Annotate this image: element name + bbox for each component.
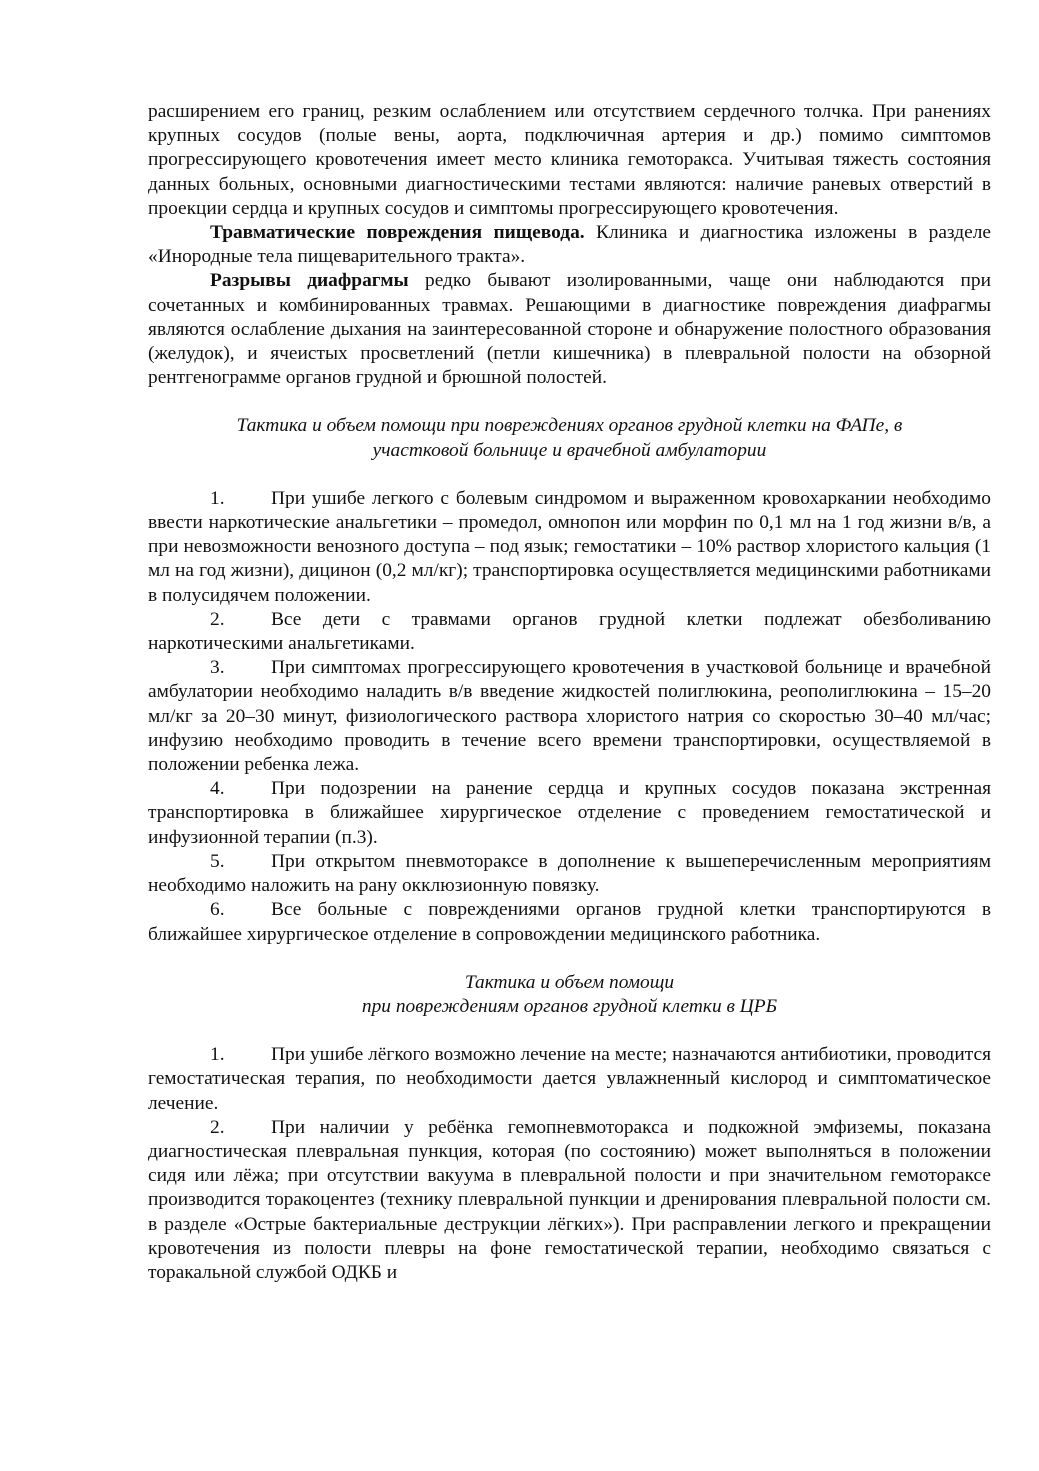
section1-list bbox=[148, 487, 991, 947]
list-item-text: При подозрении на ранение сердца и крупных сосудов показана экстренная транспортировка в ближайшее хирургическое отделение с проведением гемостатической и инфузионной терапии (п.3). bbox=[148, 778, 991, 848]
section2-heading bbox=[148, 971, 991, 1019]
esophagus-term: Травматические повреждения пищевода. bbox=[210, 222, 585, 244]
list-item-number: 1. bbox=[210, 1044, 225, 1066]
diaphragm-text: редко бывают изолированными, чаще они наблюдаются при сочетанных и комбинированных травмах. Решающими в диагностике повреждения диафрагмы являются ослабление дыхания на заинтересованной стороне и обнаружение полостного образования (желудок), и ячеистых просветлений (петли кишечника) в плевральной полости на обзорной рентгенограмме органов грудной и брюшной полостей. bbox=[148, 270, 991, 389]
section2-list bbox=[148, 1043, 991, 1285]
list-item-number: 1. bbox=[210, 487, 225, 509]
list-item-text: При ушибе легкого с болевым синдромом и выраженном кровохаркании необходимо ввести наркотические анальгетики – промедол, омнопон или морфин по 0,1 мл на 1 год жизни в/в, а при невозможности венозного доступа – под язык; гемостатики – 10% раствор хлористого кальция (1 мл на год жизни), дицинон (0,2 мл/кг); транспортировка осуществляется медицинскими работниками в полусидячем положении. bbox=[148, 487, 991, 606]
list-item-number: 2. bbox=[210, 608, 225, 630]
list-item-number: 3. bbox=[210, 657, 225, 679]
list-item bbox=[148, 777, 991, 850]
list-item bbox=[148, 656, 991, 777]
list-item-text: При ушибе лёгкого возможно лечение на месте; назначаются антибиотики, проводится гемостатическая терапия, по необходимости дается увлажненный кислород и симптоматическое лечение. bbox=[148, 1044, 991, 1114]
list-item-text: При симптомах прогрессирующего кровотечения в участковой больнице и врачебной амбулатории необходимо наладить в/в введение жидкостей полиглюкина, реополиглюкина – 15–20 мл/кг за 20–30 минут, физиологического раствора хлористого натрия со скоростью 30–40 мл/час; инфузию необходимо проводить в течение всего времени транспортировки, осуществляемой в положении ребенка лежа. bbox=[148, 657, 991, 776]
esophagus-text: Клиника и диагностика изложены в разделе «Инородные тела пищеварительного тракта». bbox=[148, 222, 991, 268]
list-item bbox=[148, 608, 991, 656]
list-item bbox=[148, 1116, 991, 1285]
list-item-text: Все дети с травмами органов грудной клетки подлежат обезболиванию наркотическими анальгетиками. bbox=[148, 608, 991, 655]
diaphragm-term: Разрывы диафрагмы bbox=[210, 270, 409, 292]
list-item-number: 6. bbox=[210, 899, 225, 921]
diaphragm-paragraph bbox=[148, 269, 991, 390]
section1-heading-line1: Тактика и объем помощи при повреждениях органов грудной клетки на ФАПе, в bbox=[236, 415, 903, 437]
esophagus-paragraph bbox=[148, 221, 991, 269]
document-page bbox=[148, 100, 991, 1285]
section2-heading-line2: при повреждениям органов грудной клетки в ЦРБ bbox=[361, 995, 778, 1017]
list-item-text: При наличии у ребёнка гемопневмоторакса и подкожной эмфиземы, показана диагностическая плевральная пункция, которая (по состоянию) может выполняться в положении сидя или лёжа; при отсутствии вакуума в плевральной полости и при значительном гемотораксе производится торакоцентез (технику плевральной пункции и дренирования плевральной полости см. в разделе «Острые бактериальные деструкции лёгких»). При расправлении легкого и прекращении кровотечения из полости плевры на фоне гемостатической терапии, необходимо связаться с торакальной службой ОДКБ и bbox=[148, 1116, 991, 1283]
intro-paragraph: расширением его границ, резким ослаблением или отсутствием сердечного толчка. При ранениях крупных сосудов (полые вены, аорта, подключичная артерия и др.) помимо симптомов прогрессирующего кровотечения имеет место клиника гемоторакса. Учитывая тяжесть состояния данных больных, основными диагностическими тестами являются: наличие раневых отверстий в проекции сердца и крупных сосудов и симптомы прогрессирующего кровотечения. bbox=[148, 101, 991, 219]
list-item bbox=[148, 1043, 991, 1116]
section1-heading bbox=[148, 414, 991, 462]
list-item-number: 5. bbox=[210, 850, 225, 872]
list-item-text: Все больные с повреждениями органов грудной клетки транспортируются в ближайшее хирургическое отделение в сопровождении медицинского работника. bbox=[148, 899, 991, 945]
list-item bbox=[148, 850, 991, 898]
list-item bbox=[148, 487, 991, 608]
list-item-text: При открытом пневмотораксе в дополнение к вышеперечисленным мероприятиям необходимо наложить на рану окклюзионную повязку. bbox=[148, 850, 991, 897]
section1-heading-line2: участковой больнице и врачебной амбулатории bbox=[372, 439, 767, 461]
list-item bbox=[148, 898, 991, 946]
list-item-number: 2. bbox=[210, 1116, 225, 1138]
section2-heading-line1: Тактика и объем помощи bbox=[464, 971, 675, 993]
list-item-number: 4. bbox=[210, 778, 225, 800]
